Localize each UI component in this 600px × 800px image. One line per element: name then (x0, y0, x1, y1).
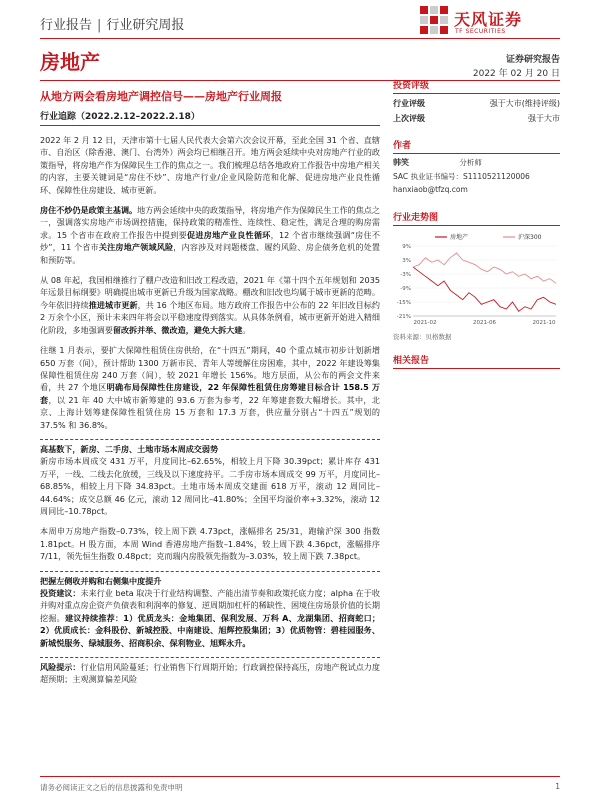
investment-section-heading: 把握左侧收并购和右侧集中度提升 (40, 575, 162, 586)
report-category (40, 14, 184, 33)
investment-advice-label: 投资建议： (40, 588, 81, 598)
related-reports-heading: 相关报告 (393, 353, 560, 369)
paragraph-housing-text-a: 往继 1 月表示，要扩大保障性租赁住房供给，在“十四五”期间，40 个重点城市初步计划新增 650 万套（间），预计帮助 1300 万新市民、青年人等缓解住房困难，其中，2022 年建设筹集保障性租赁住房 240 万套（间），较 2021 年增长 156%。地方层面，从公布的两会文件来看，共 27 个地区 (40, 345, 380, 393)
chart-source: 资料来源：贝格数据 (393, 333, 452, 341)
rating-heading: 投资评级 (393, 78, 560, 94)
chart-y-tick: 9% (402, 244, 411, 250)
paragraph-market-weekly (40, 439, 380, 517)
footer-disclaimer: 请务必阅读正文之后的信息披露和免责申明 (40, 783, 183, 792)
report-body (40, 88, 380, 686)
paragraph-risk (40, 657, 380, 686)
paragraph-policy-text-c: ，内容涉及对问题楼盘、履约风险、房企债务危机的处置和预防等。 (40, 242, 380, 265)
chart-y-tick: -3% (400, 272, 411, 278)
report-sidebar (393, 78, 560, 369)
header-divider (40, 38, 560, 39)
chart-legend-label: 沪深300 (518, 234, 542, 241)
brand-name-cn: 天风证券 (454, 10, 523, 29)
paragraph-renewal-text-b: ，共 16 个地区布局。地方政府工作报告中公布的 22 年旧改目标约 2 万余个小区，预计未来四年将会以平稳速度得到落实。从具体条例看，城市更新开始进入精细化阶段，多地强调要 (40, 299, 380, 335)
previous-rating-row (393, 113, 560, 124)
report-date: 2022 年 02 月 20 日 (472, 69, 560, 79)
brand-logo-icon (420, 6, 448, 34)
industry-trend-chart (393, 230, 560, 330)
paragraph-policy (40, 204, 380, 266)
report-type: 证券研究报告 (505, 55, 560, 65)
author-name-row (393, 157, 560, 168)
previous-rating-value: 强于大市 (528, 114, 560, 123)
chart-legend-label: 房地产 (450, 234, 469, 241)
previous-rating-label: 上次评级 (393, 114, 425, 123)
risk-text: 行业信用风险蔓延；行业销售下行周期开始；行政调控保持高压，房地产税试点力度超预期；主观测算偏差风险 (40, 662, 380, 685)
chart-y-tick: -9% (400, 286, 411, 292)
author-heading: 作者 (393, 138, 560, 154)
chart-series-line-0 (413, 267, 556, 311)
paragraph-renewal-highlight-b: 留改拆并举、微改造，避免大拆大建 (112, 324, 243, 335)
brand-logo (420, 4, 570, 38)
chart-x-tick: 2021-06 (473, 320, 496, 326)
paragraph-housing-text-b: ，以 21 年 40 大中城市新筹建的 93.6 万套为参考，22 年筹建套数大幅增长。其中，北京、上海计划筹建保障性租赁住房 15 万套和 17.3 万套，供应量分别占“十四五”规划的 37.5% 和 36.8%。 (40, 394, 380, 430)
brand-name-en: TF SECURITIES (455, 28, 506, 35)
paragraph-renewal-text-c: 。 (242, 324, 251, 335)
industry-rating-value: 强于大市(维持评级) (489, 99, 560, 108)
chart-heading: 行业走势图 (393, 210, 560, 226)
report-subtitle: 行业追踪（2022.2.12–2022.2.18） (40, 109, 380, 126)
paragraph-renewal-text-a: 从 08 年起，我国相继推行了棚户改造和旧改工程改造，2021 年《第十四个五年规划和 2035 年远景目标纲要》明确提出城市更新已升级为国家战略。棚改和旧改也均属于城市更新的范畴。今年依旧持续 (40, 275, 380, 310)
paragraph-renewal-highlight-a: 推进城市更新 (88, 299, 138, 310)
paragraph-policy-text-a: 地方两会延续中央的政策指导，将房地产作为保障民生工作的焦点之一，强调落实房地产市场调控措施，保持政策的精准性、连续性、稳定性，满足合理的购房需求。15 个省市在政府工作报告中提到要 (40, 205, 380, 240)
risk-label: 风险提示： (40, 662, 81, 673)
paragraph-housing-highlight: 明确布局保障性住房建设，22 年保障性租赁住房筹建目标合计 158.5 万套 (40, 382, 380, 405)
paragraph-policy-highlight-a: 促进房地产业良性循环 (186, 229, 271, 240)
author-title: 分析师 (459, 158, 482, 167)
author-sac: SAC 执业证书编号：S1110521120006 (393, 172, 530, 181)
paragraph-policy-text-b: ，12 个省市继续强调“房住不炒”，11 个省市 (40, 229, 380, 253)
chart-y-tick: -21% (396, 314, 411, 320)
chart-y-tick: 3% (402, 258, 411, 264)
paragraph-index: 本周申万房地产指数–0.73%，较上周下跌 4.73pct，涨幅排名 25/31，跑输沪深 300 指数 1.81pct。H 股方面，本周 Wind 香港房地产指数–1.84%，较上周下跌 4.36pct，涨幅排序 7/11，领先恒生指数 0.48pct；克而瑞内房股领先指数为–3.03%，较上周下跌 7.38pct。 (40, 526, 380, 562)
paragraph-affordable-housing (40, 344, 380, 431)
chart-series-line-1 (413, 253, 556, 283)
chart-x-tick: 2021-02 (413, 320, 437, 326)
industry-rating-row (393, 98, 560, 109)
category-label: 行业报告 (40, 18, 93, 33)
market-section-heading: 高基数下，新房、二手房、土地市场本周成交弱势 (40, 443, 219, 454)
subcategory-label: 行业研究周报 (106, 18, 185, 33)
chart-x-tick: 2021-10 (532, 320, 556, 326)
paragraph-policy-lead: 房住不炒仍是政策主基调。 (40, 205, 138, 216)
paragraph-policy-highlight-b: 关注房地产领域风险 (98, 242, 174, 253)
investment-advice-text: 未来行业 beta 取决于行业结构调整、产能出清节奏和政策托底力度；alpha 在于收并购对重点房企资产负债表和利润率的修复、逆周期加杠杆的稀缺性、困境住房场景价值的长期挖掘。 (40, 588, 380, 623)
footer-divider (40, 776, 560, 777)
industry-rating-label: 行业评级 (393, 99, 425, 108)
sector-title: 房地产 (40, 50, 100, 74)
report-title: 从地方两会看房地产调控信号——房地产行业周报 (40, 90, 282, 103)
paragraph-urban-renewal (40, 274, 380, 336)
author-email[interactable]: hanxiaob@tfzq.com (393, 185, 468, 194)
chart-y-tick: -15% (396, 300, 411, 306)
market-section-text: 新房市场本周成交 431 万平，月度同比–62.65%，相较上月下降 30.39pct；累计库存 431 万平，一线、二线去化放缓，三线及以下速度持平。二手房市场本周成交 99 万平，月度同比–68.85%，相较上月下降 34.83pct。土地市场本周成交建面 618 万平，滚动 12 周同比–44.64%；成交总额 46 亿元，滚动 12 周同比–41.80%；全国平均溢价率+3.32%，滚动 12 周同比–10.78pct。 (40, 456, 380, 516)
paragraph-intro: 2022 年 2 月 12 日，天津市第十七届人民代表大会第六次会议开幕，至此全国 31 个省、直辖市、自治区（除香港、澳门、台湾外）两会均已相继召开。地方两会延续中央对房地产行业的政策指导，将房地产作为保障民生工作的焦点之一。我们梳理总结各地政府工作报告中房地产相关的内容，主要关键词是“房住不炒”、房地产行业/企业风险防范和化解、促进房地产业良性循环、保障性住房建设、城市更新。 (40, 135, 380, 195)
investment-recommendations: 建议持续推荐：1）优质龙头：金地集团、保利发展、万科 A、龙湖集团、招商蛇口；2）优质成长：金科股份、新城控股、中南建设、旭辉控股集团；3）优质物管：碧桂园服务、新城悦服务、绿城服务、招商积余、保利物业、旭辉永升。 (40, 612, 380, 648)
industry-trend-svg (393, 230, 560, 330)
author-name: 韩笑 (393, 158, 409, 167)
category-separator: | (97, 18, 102, 33)
paragraph-investment (40, 571, 380, 649)
page-number: 1 (555, 782, 560, 791)
